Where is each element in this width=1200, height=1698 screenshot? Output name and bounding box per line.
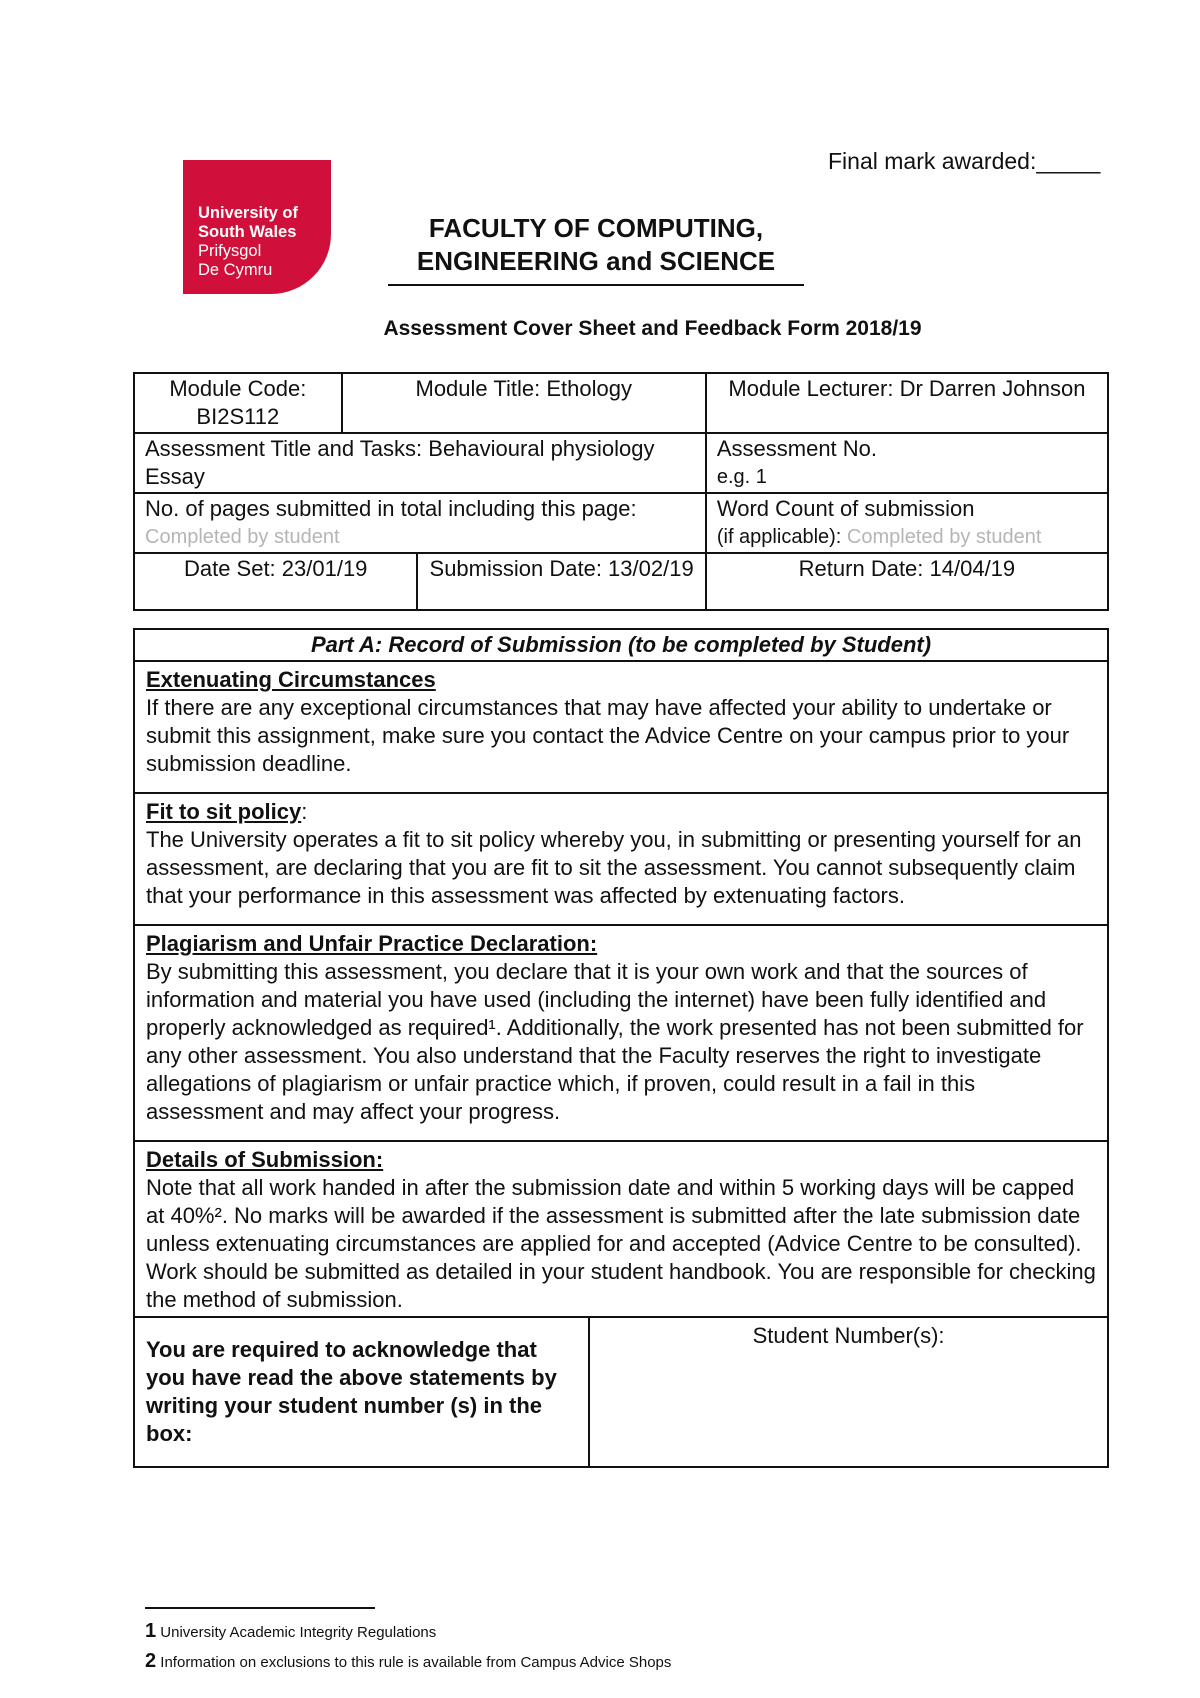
plagiarism-body: By submitting this assessment, you declare that it is your own work and that the sources of information and material you have used (including the internet) have been fully identified and properly acknowledged as required¹. Additionally, the work presented has not been submitted for any other assessment. You also understand that the Faculty reserves the right to investigate allegations of plagiarism or unfair practice which, if proven, could result in a fail in this assessment and may affect your progress. (146, 959, 1084, 1124)
assessment-no-example: e.g. 1 (716, 466, 767, 488)
details-body-2: Work should be submitted as detailed in your student handbook. You are responsible for checking the method of submission. (146, 1259, 1096, 1312)
pages-submitted-label: No. of pages submitted in total including this page: (145, 496, 637, 521)
student-number-label: Student Number(s): (752, 1323, 945, 1348)
word-count-cell (706, 493, 1108, 553)
footnote-2-number: 2 (145, 1650, 157, 1672)
university-logo (183, 160, 331, 294)
footnote-2 (145, 1650, 671, 1673)
part-a-heading: Part A: Record of Submission (to be completed by Student) (134, 629, 1108, 661)
word-count-hint: Completed by student (846, 526, 1042, 548)
faculty-title (388, 212, 804, 286)
part-a-table (133, 628, 1109, 1468)
fit-to-sit-section (134, 793, 1108, 925)
logo-line-1: University of (198, 204, 298, 222)
assessment-no-label: Assessment No. (716, 436, 878, 461)
footnote-2-text: Information on exclusions to this rule is available from Campus Advice Shops (160, 1654, 672, 1671)
details-body-1: Note that all work handed in after the submission date and within 5 working days will be capped at 40%². No marks will be awarded if the assessment is submitted after the late submission date unless extenuating circumstances are applied for and accepted (Advice Centre to be consulted). (146, 1175, 1082, 1256)
footnote-1 (145, 1620, 436, 1643)
pages-submitted-cell (134, 493, 706, 553)
student-number-box[interactable] (589, 1317, 1108, 1467)
module-info-table (133, 372, 1109, 611)
word-count-label: Word Count of submission (716, 496, 975, 521)
faculty-line-2: ENGINEERING and SCIENCE (416, 246, 776, 276)
submission-date-cell: Submission Date: 13/02/19 (417, 553, 705, 610)
return-date-cell: Return Date: 14/04/19 (706, 553, 1108, 610)
plagiarism-title: Plagiarism and Unfair Practice Declaration: (146, 931, 598, 956)
fit-to-sit-title: Fit to sit policy (146, 799, 302, 824)
footnote-divider (145, 1607, 375, 1609)
footnote-1-number: 1 (145, 1620, 157, 1642)
details-section (134, 1141, 1108, 1317)
fit-to-sit-body: The University operates a fit to sit policy whereby you, in submitting or presenting yourself for an assessment, are declaring that you are fit to sit the assessment. You cannot subsequently claim that your performance in this assessment was affected by extenuating factors. (146, 827, 1082, 908)
plagiarism-section (134, 925, 1108, 1141)
acknowledge-cell (134, 1317, 589, 1467)
date-set-cell: Date Set: 23/01/19 (134, 553, 417, 610)
logo-line-2: South Wales (198, 223, 297, 241)
logo-line-3: Prifysgol (198, 242, 262, 260)
fit-to-sit-colon: : (301, 799, 308, 824)
faculty-line-1: FACULTY OF COMPUTING, (428, 213, 764, 243)
module-lecturer-cell: Module Lecturer: Dr Darren Johnson (706, 373, 1108, 433)
word-count-applicable: (if applicable): (716, 526, 842, 548)
acknowledge-text: You are required to acknowledge that you have read the above statements by writing your student number (s) in the box: (146, 1337, 557, 1446)
pages-submitted-hint: Completed by student (145, 526, 340, 548)
final-mark-awarded: Final mark awarded:_____ (828, 148, 1101, 174)
extenuating-body: If there are any exceptional circumstances that may have affected your ability to undertake or submit this assignment, make sure you contact the Advice Centre on your campus prior to your submission deadline. (146, 695, 1070, 776)
logo-line-4: De Cymru (198, 261, 273, 279)
module-code-cell: Module Code: BI2S112 (134, 373, 342, 433)
extenuating-section (134, 661, 1108, 793)
module-title-cell: Module Title: Ethology (342, 373, 706, 433)
footnote-1-text: University Academic Integrity Regulations (160, 1624, 437, 1641)
assessment-title-cell: Assessment Title and Tasks: Behavioural physiology Essay (134, 433, 706, 493)
details-title: Details of Submission: (146, 1147, 384, 1172)
assessment-no-cell (706, 433, 1108, 493)
form-title: Assessment Cover Sheet and Feedback Form 2018/19 (383, 317, 922, 340)
extenuating-title: Extenuating Circumstances (146, 667, 436, 692)
